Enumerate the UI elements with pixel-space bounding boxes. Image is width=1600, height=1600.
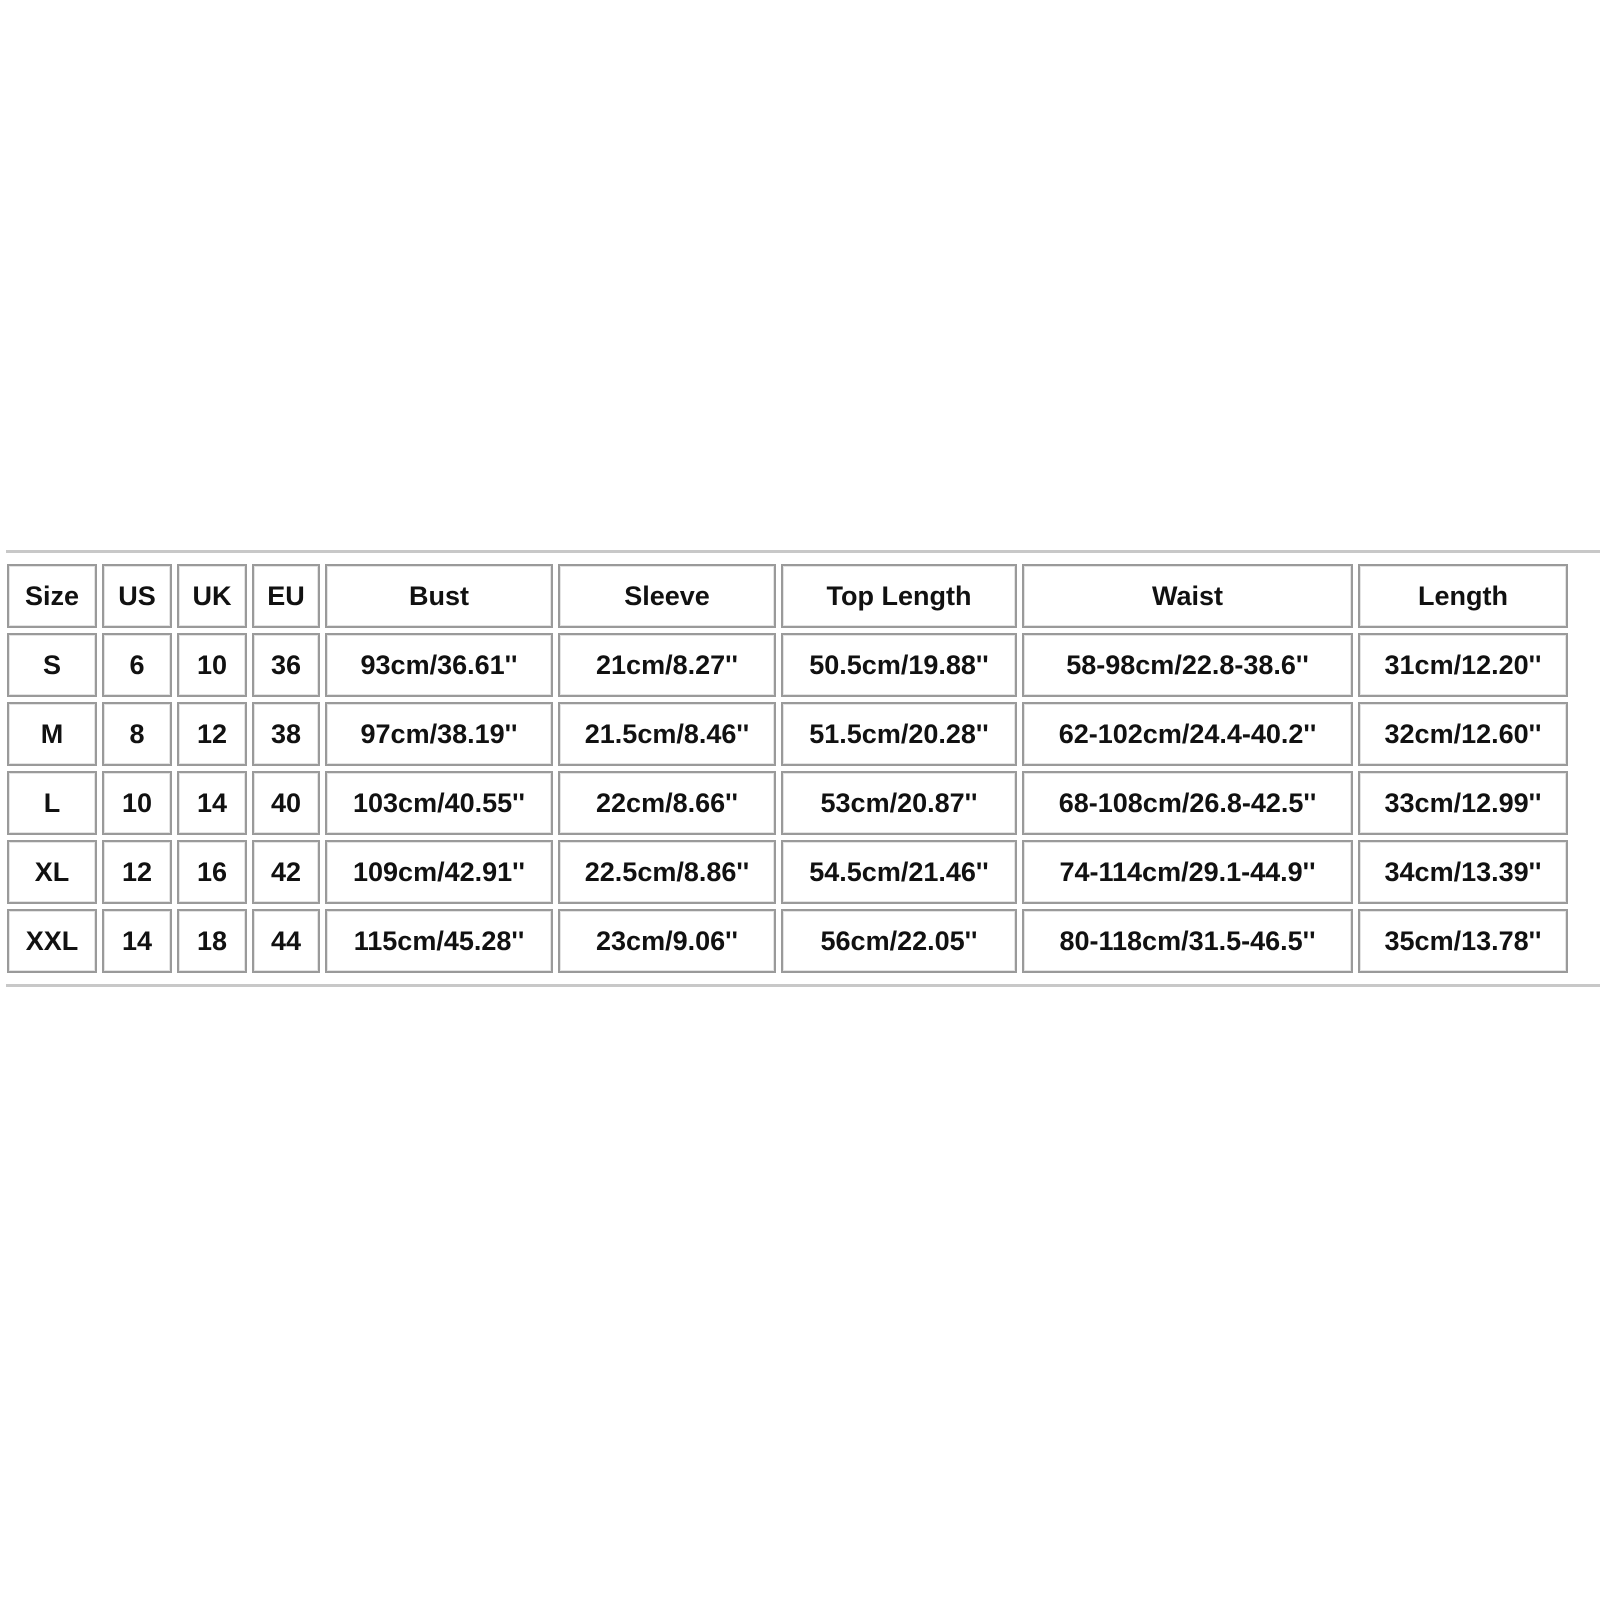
cell-length: 35cm/13.78'' <box>1358 909 1568 973</box>
header-uk: UK <box>177 564 247 628</box>
cell-us: 8 <box>102 702 172 766</box>
table-row <box>7 840 1568 904</box>
cell-waist: 58-98cm/22.8-38.6'' <box>1022 633 1353 697</box>
cell-top-length: 51.5cm/20.28'' <box>781 702 1017 766</box>
table-row <box>7 702 1568 766</box>
header-bust: Bust <box>325 564 553 628</box>
cell-uk: 12 <box>177 702 247 766</box>
cell-size: XL <box>7 840 97 904</box>
cell-us: 14 <box>102 909 172 973</box>
header-length: Length <box>1358 564 1568 628</box>
cell-eu: 36 <box>252 633 320 697</box>
cell-us: 12 <box>102 840 172 904</box>
header-us: US <box>102 564 172 628</box>
cell-top-length: 53cm/20.87'' <box>781 771 1017 835</box>
cell-bust: 103cm/40.55'' <box>325 771 553 835</box>
cell-bust: 97cm/38.19'' <box>325 702 553 766</box>
cell-eu: 44 <box>252 909 320 973</box>
cell-waist: 80-118cm/31.5-46.5'' <box>1022 909 1353 973</box>
cell-sleeve: 22.5cm/8.86'' <box>558 840 776 904</box>
cell-top-length: 56cm/22.05'' <box>781 909 1017 973</box>
cell-uk: 10 <box>177 633 247 697</box>
cell-uk: 16 <box>177 840 247 904</box>
cell-bust: 109cm/42.91'' <box>325 840 553 904</box>
cell-bust: 93cm/36.61'' <box>325 633 553 697</box>
header-sleeve: Sleeve <box>558 564 776 628</box>
cell-length: 31cm/12.20'' <box>1358 633 1568 697</box>
cell-waist: 62-102cm/24.4-40.2'' <box>1022 702 1353 766</box>
table-header-row <box>7 564 1568 628</box>
cell-size: L <box>7 771 97 835</box>
cell-length: 34cm/13.39'' <box>1358 840 1568 904</box>
cell-eu: 40 <box>252 771 320 835</box>
size-chart <box>6 550 1600 987</box>
header-waist: Waist <box>1022 564 1353 628</box>
table-row <box>7 909 1568 973</box>
cell-us: 10 <box>102 771 172 835</box>
cell-size: M <box>7 702 97 766</box>
cell-size: XXL <box>7 909 97 973</box>
cell-us: 6 <box>102 633 172 697</box>
cell-uk: 14 <box>177 771 247 835</box>
size-table <box>2 559 1573 978</box>
cell-eu: 38 <box>252 702 320 766</box>
cell-uk: 18 <box>177 909 247 973</box>
cell-top-length: 54.5cm/21.46'' <box>781 840 1017 904</box>
table-row <box>7 633 1568 697</box>
header-size: Size <box>7 564 97 628</box>
cell-bust: 115cm/45.28'' <box>325 909 553 973</box>
cell-top-length: 50.5cm/19.88'' <box>781 633 1017 697</box>
header-eu: EU <box>252 564 320 628</box>
cell-sleeve: 21cm/8.27'' <box>558 633 776 697</box>
table-row <box>7 771 1568 835</box>
cell-sleeve: 23cm/9.06'' <box>558 909 776 973</box>
cell-length: 33cm/12.99'' <box>1358 771 1568 835</box>
cell-length: 32cm/12.60'' <box>1358 702 1568 766</box>
cell-sleeve: 21.5cm/8.46'' <box>558 702 776 766</box>
cell-size: S <box>7 633 97 697</box>
cell-eu: 42 <box>252 840 320 904</box>
header-top-length: Top Length <box>781 564 1017 628</box>
cell-waist: 74-114cm/29.1-44.9'' <box>1022 840 1353 904</box>
cell-waist: 68-108cm/26.8-42.5'' <box>1022 771 1353 835</box>
cell-sleeve: 22cm/8.66'' <box>558 771 776 835</box>
